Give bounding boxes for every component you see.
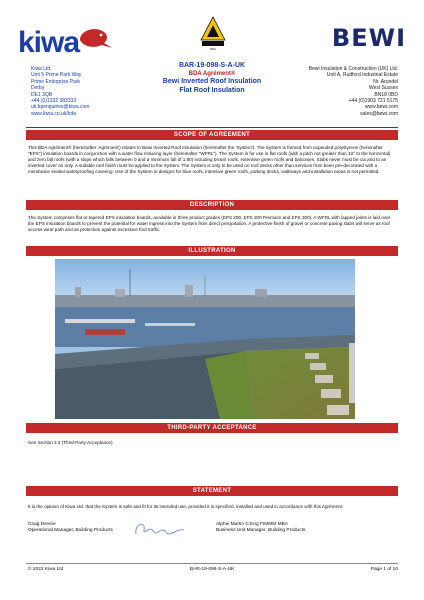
section-statement-title: STATEMENT bbox=[26, 486, 398, 496]
bewi-address-block bbox=[278, 66, 398, 117]
product-name: Bewi Inverted Roof Insulation bbox=[162, 78, 262, 85]
section-third-party-title: THIRD-PARTY ACCEPTANCE bbox=[26, 423, 398, 433]
header-divider bbox=[26, 127, 398, 128]
right-signatory-name: Alphei Martin C.Eng FIMMM MBA bbox=[216, 522, 288, 527]
scope-text: This BDA Agrément® (hereinafter 'Agrément') relates to Bewi Inverted Roof Insulation (hereinafter the 'System'). The System is formed from expanded polystyrene (hereinafter "EPS") insulation boards in conjunction with a water flow reducing layer (hereinafter "WFRL"). The System is for use in flat roofs (with a pitch not greater than 10° to the horizontal) and zero fall roofs (with a slope which falls between 0 and a minimum fall of 1:80) including brown roofs, extensive green roofs and balconies. Slabs never must be cut and to an inverted cover on only. A suitable roof finish must be applied to the System. The System is only to be used on roof decks other than services from been pre-decorated with a membrane sealed waterproofing covering. Use of the System in designs for blue roofs, intensive green roofs, parking decks, walkways and installation areas is not permitted. bbox=[28, 145, 391, 174]
bewi-email-link[interactable]: sales@bewi.com bbox=[360, 110, 398, 117]
certificate-title-block bbox=[130, 62, 294, 95]
kiwa-address-line: Kiwa Ltd. bbox=[31, 66, 52, 72]
signature-icon bbox=[130, 518, 190, 540]
certificate-number: BAR-19-098-S-A-UK bbox=[178, 62, 246, 69]
kiwa-email-link[interactable]: uk.bpenquiries@kiwa.com bbox=[31, 104, 90, 111]
left-signatory-title: Operational Manager, Building Products bbox=[28, 528, 113, 533]
agreement-type: BDA Agrément® bbox=[188, 71, 236, 77]
third-party-text: See Section 3.3 (Third-Party Acceptance). bbox=[28, 440, 114, 445]
product-category: Flat Roof Insulation bbox=[179, 86, 245, 94]
kiwi-bird-icon bbox=[74, 22, 114, 52]
footer-divider bbox=[26, 563, 398, 564]
kiwa-web-link[interactable]: www.kiwa.co.uk/bda bbox=[31, 110, 77, 117]
right-signatory bbox=[216, 522, 396, 534]
bba-triangle-icon bbox=[200, 16, 226, 48]
footer-page-number: Page 1 of 10 bbox=[370, 567, 398, 572]
left-signatory-name: Craig Devine bbox=[28, 522, 56, 527]
green-roof-photo bbox=[55, 259, 355, 419]
document-header bbox=[0, 0, 424, 138]
kiwa-logo bbox=[18, 22, 110, 62]
kiwa-address-block bbox=[31, 66, 141, 117]
section-scope-title: SCOPE OF AGREEMENT bbox=[26, 130, 398, 140]
bewi-logo: BEWI bbox=[331, 24, 406, 52]
green-roof-illustration bbox=[55, 259, 355, 419]
kiwa-logo-text: kiwa bbox=[18, 26, 80, 59]
kiwa-address-line: Derby bbox=[31, 85, 45, 92]
kiwa-address-line: Prime Enterprise Park bbox=[31, 78, 80, 85]
right-signatory-title: Business Unit Manager, Building Products bbox=[216, 528, 306, 533]
statement-text: It is the opinion of Kiwa Ltd. that the System is safe and fit for its intended use, provided it is specified, installed and used in accordance with this Agrément. bbox=[28, 504, 344, 509]
bba-logo-label: BBA bbox=[209, 47, 216, 51]
footer-copyright: © 2022 Kiwa Ltd bbox=[28, 567, 64, 572]
bewi-web-link[interactable]: www.bewi.com bbox=[364, 104, 398, 111]
kiwa-address-line: DE1 3QB bbox=[31, 91, 53, 98]
footer-cert-number: BAR-19-098-S-A-UK bbox=[190, 567, 235, 572]
kiwa-phone: +44 (0)1332 383333 bbox=[31, 98, 77, 105]
description-text: The System comprises flat or tapered EPS insulation boards, available in three product grades (EPS 200, EPS 300 Premium and EPS 300). A WFRL with lapped joints is laid over the EPS insulation boards to prevent the potential for water ingress into the System from direct precipitation. A protective finish of gravel or concrete paving slabs will serve as roof access wear path and as protection against excessive foot traffic. bbox=[28, 215, 391, 232]
bewi-address-line: West Sussex bbox=[368, 85, 398, 92]
bewi-address-line: Unit A, Rudford Industrial Estate bbox=[326, 72, 398, 79]
section-description-title: DESCRIPTION bbox=[26, 200, 398, 210]
section-illustration-title: ILLUSTRATION bbox=[26, 246, 398, 256]
bewi-phone: +44 (0)1903 721 5175 bbox=[348, 98, 398, 105]
kiwa-address-line: Unit 5 Prime Park Way bbox=[31, 72, 82, 79]
bewi-address-line: BN18 0BD bbox=[374, 91, 398, 98]
bewi-address-line: Bewi Insulation & Construction (UK) Ltd. bbox=[308, 66, 398, 72]
bewi-address-line: Nr. Arundel bbox=[373, 78, 398, 85]
